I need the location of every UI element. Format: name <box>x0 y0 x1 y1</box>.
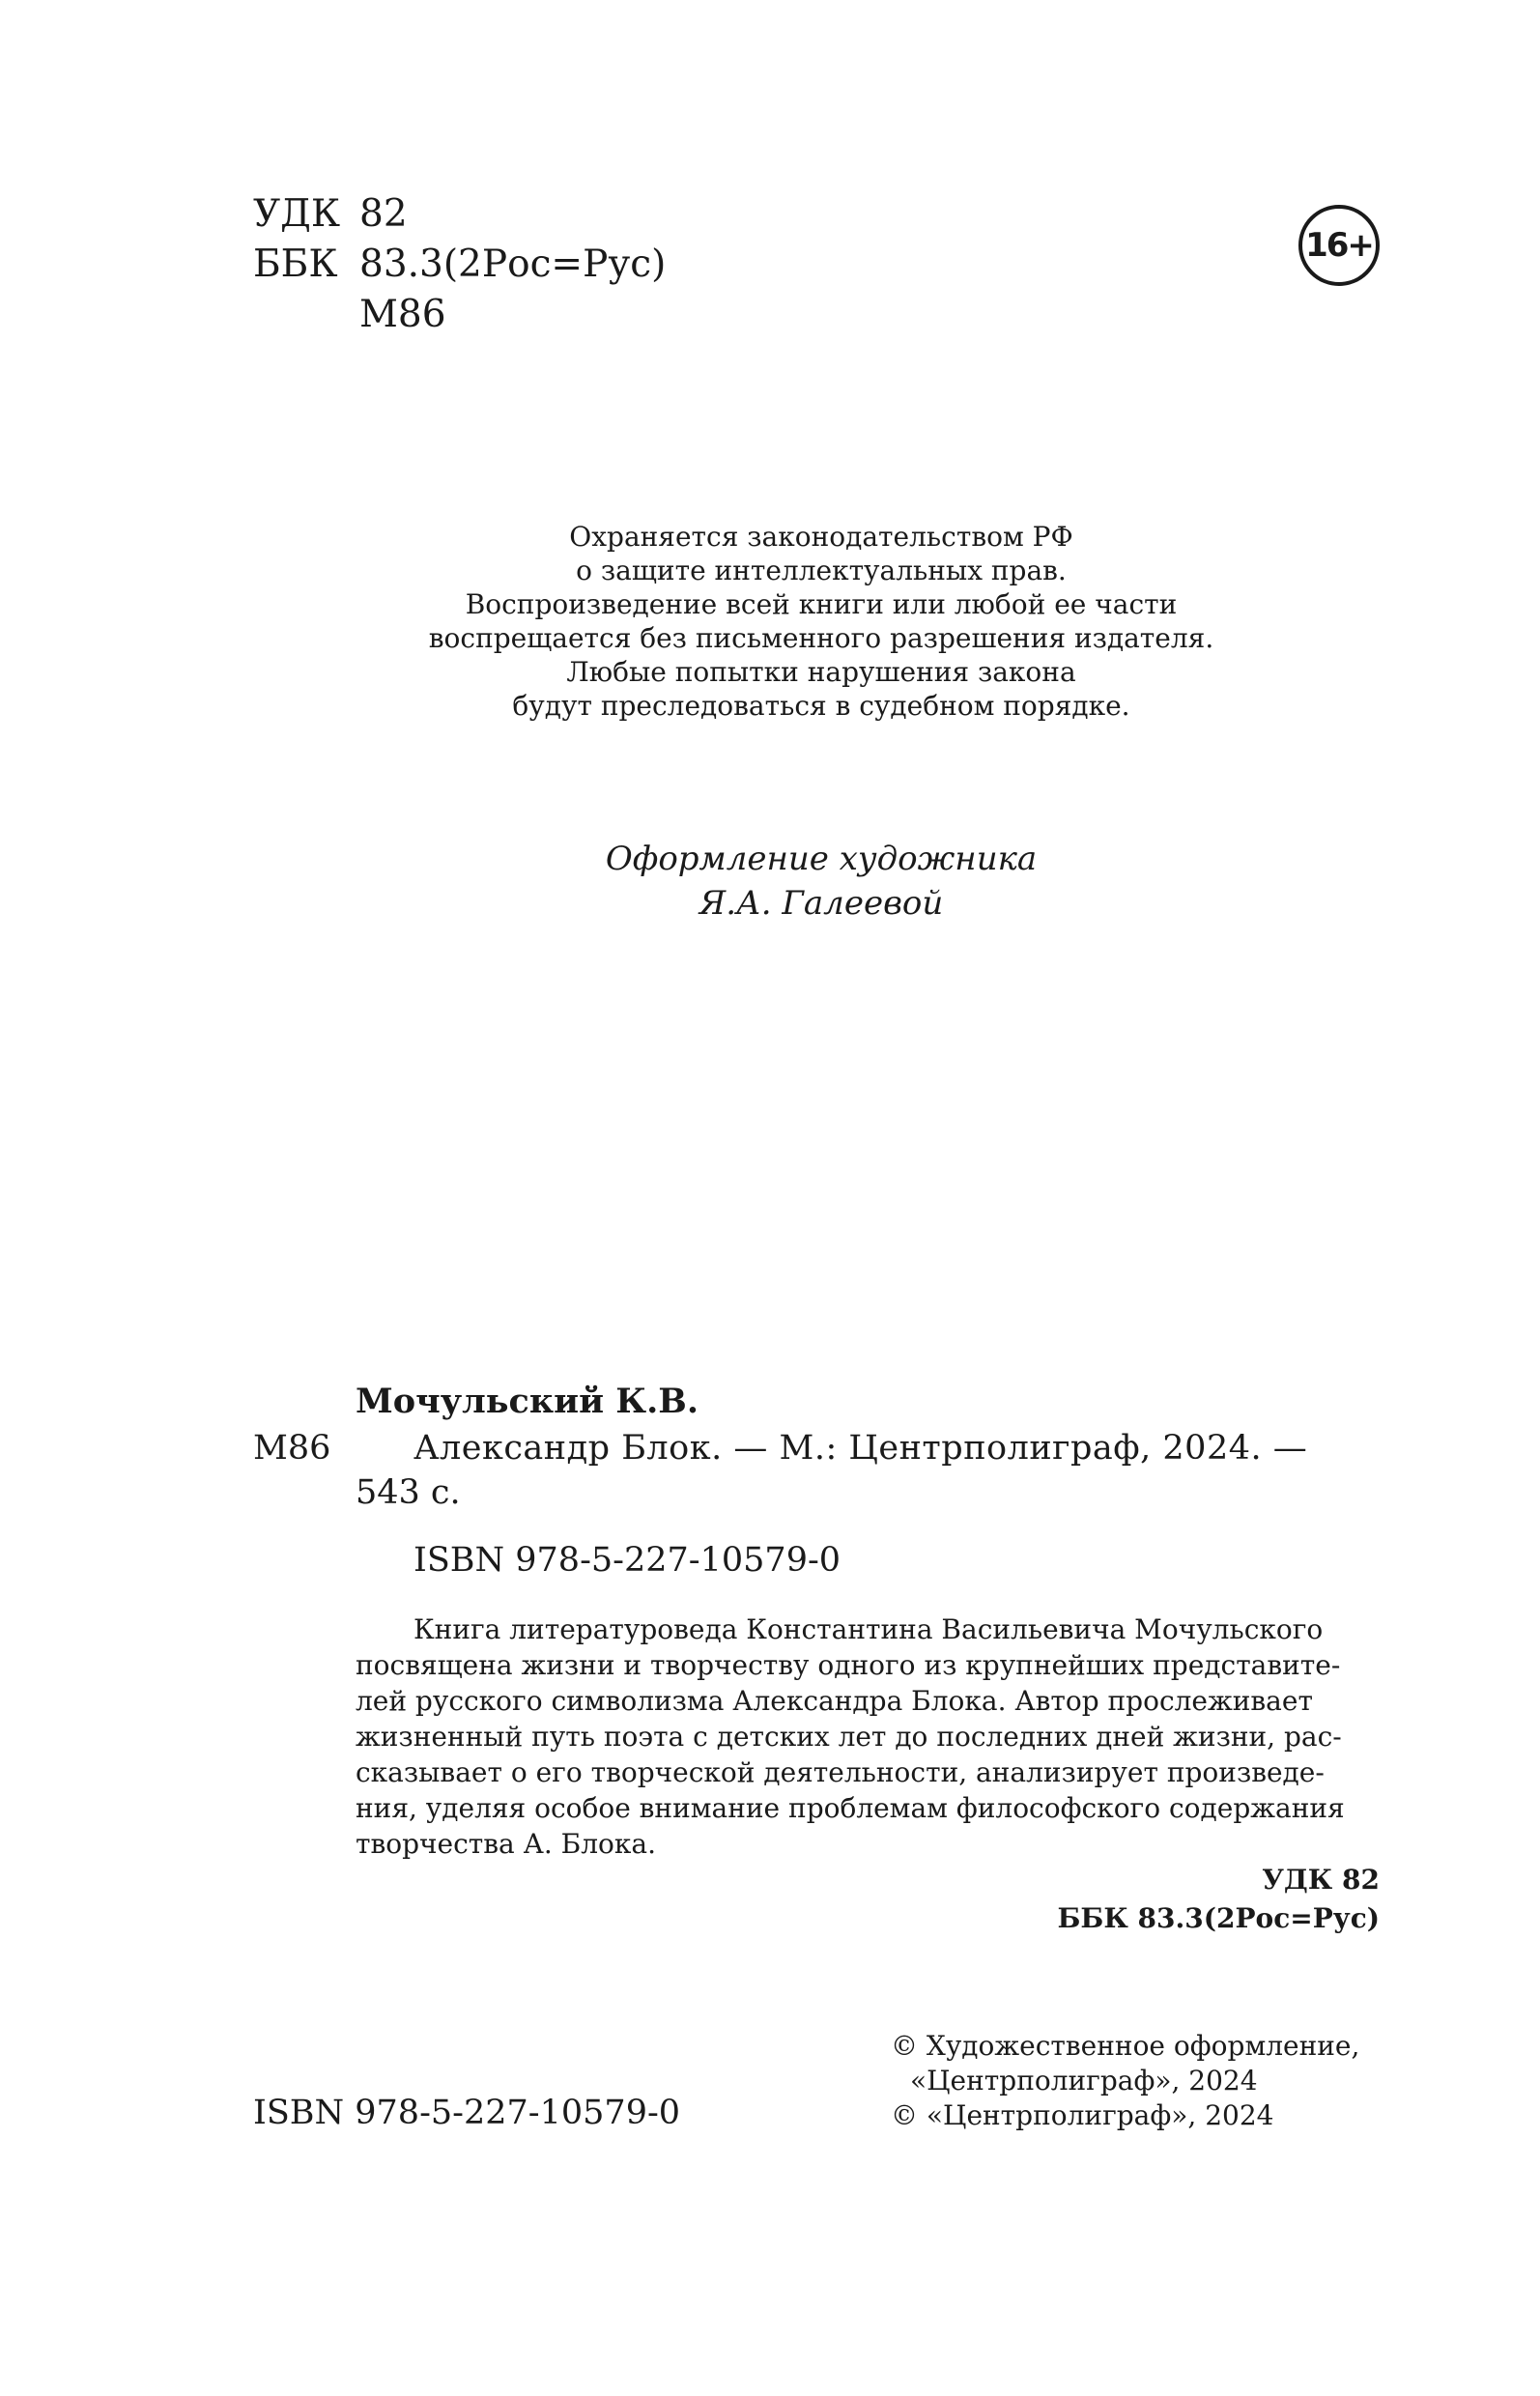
bbk-value: 83.3(2Рос=Рус) <box>359 242 667 286</box>
author-sign-row <box>253 290 666 340</box>
author-sign: М86 <box>359 293 446 336</box>
udk-bbk-block <box>1057 1861 1380 1938</box>
udk-label: УДК <box>253 192 341 236</box>
annotation-line: посвящена жизни и творчеству одного из крупнейших представите- <box>356 1649 1341 1681</box>
notice-line: Любые попытки нарушения закона <box>566 656 1076 688</box>
annotation-line: жизненный путь поэта с детских лет до последних дней жизни, рас- <box>356 1721 1342 1753</box>
udk-row <box>253 189 666 240</box>
design-credit-title: Оформление художника <box>605 840 1038 878</box>
copyright-block <box>891 2029 1359 2133</box>
catalog-title-line: Александр Блок. — М.: Центрполиграф, 2024. — <box>414 1429 1308 1468</box>
copyright-line: © Художественное оформление, <box>891 2030 1360 2062</box>
annotation-line: ния, уделяя особое внимание проблемам философского содержания <box>356 1792 1345 1824</box>
catalog-author: Мочульский К.В. <box>356 1382 699 1421</box>
catalog-pages: 543 с. <box>356 1473 461 1512</box>
design-credit-artist: Я.А. Галеевой <box>699 884 944 923</box>
bbk-code: ББК 83.3(2Рос=Рус) <box>1057 1902 1380 1934</box>
design-credit <box>290 837 1353 926</box>
copyright-notice <box>290 520 1353 723</box>
copyright-line: «Центрполиграф», 2024 <box>910 2065 1258 2096</box>
classification-block <box>253 189 666 340</box>
catalog-isbn: ISBN 978-5-227-10579-0 <box>414 1541 841 1580</box>
notice-line: Охраняется законодательством РФ <box>569 521 1073 553</box>
notice-line: воспрещается без письменного разрешения издателя. <box>428 622 1214 654</box>
bbk-row <box>253 240 666 290</box>
copyright-line: © «Центрполиграф», 2024 <box>891 2099 1274 2131</box>
annotation-line: сказывает о его творческой деятельности, анализирует произведе- <box>356 1756 1325 1788</box>
udk-code: УДК 82 <box>1262 1864 1380 1896</box>
notice-line: о защите интеллектуальных прав. <box>576 555 1067 586</box>
bbk-label: ББК <box>253 242 338 286</box>
age-rating-badge: 16+ <box>1298 205 1380 286</box>
udk-value: 82 <box>359 192 408 236</box>
catalog-code: М86 <box>253 1429 331 1468</box>
notice-line: будут преследоваться в судебном порядке. <box>512 690 1130 722</box>
book-annotation <box>356 1612 1380 1862</box>
annotation-line: творчества А. Блока. <box>356 1828 656 1860</box>
annotation-line: Книга литературоведа Константина Васильевича Мочульского <box>414 1613 1324 1645</box>
bottom-isbn: ISBN 978-5-227-10579-0 <box>253 2094 681 2132</box>
annotation-line: лей русского символизма Александра Блока. Автор прослеживает <box>356 1685 1313 1717</box>
notice-line: Воспроизведение всей книги или любой ее части <box>465 588 1178 620</box>
